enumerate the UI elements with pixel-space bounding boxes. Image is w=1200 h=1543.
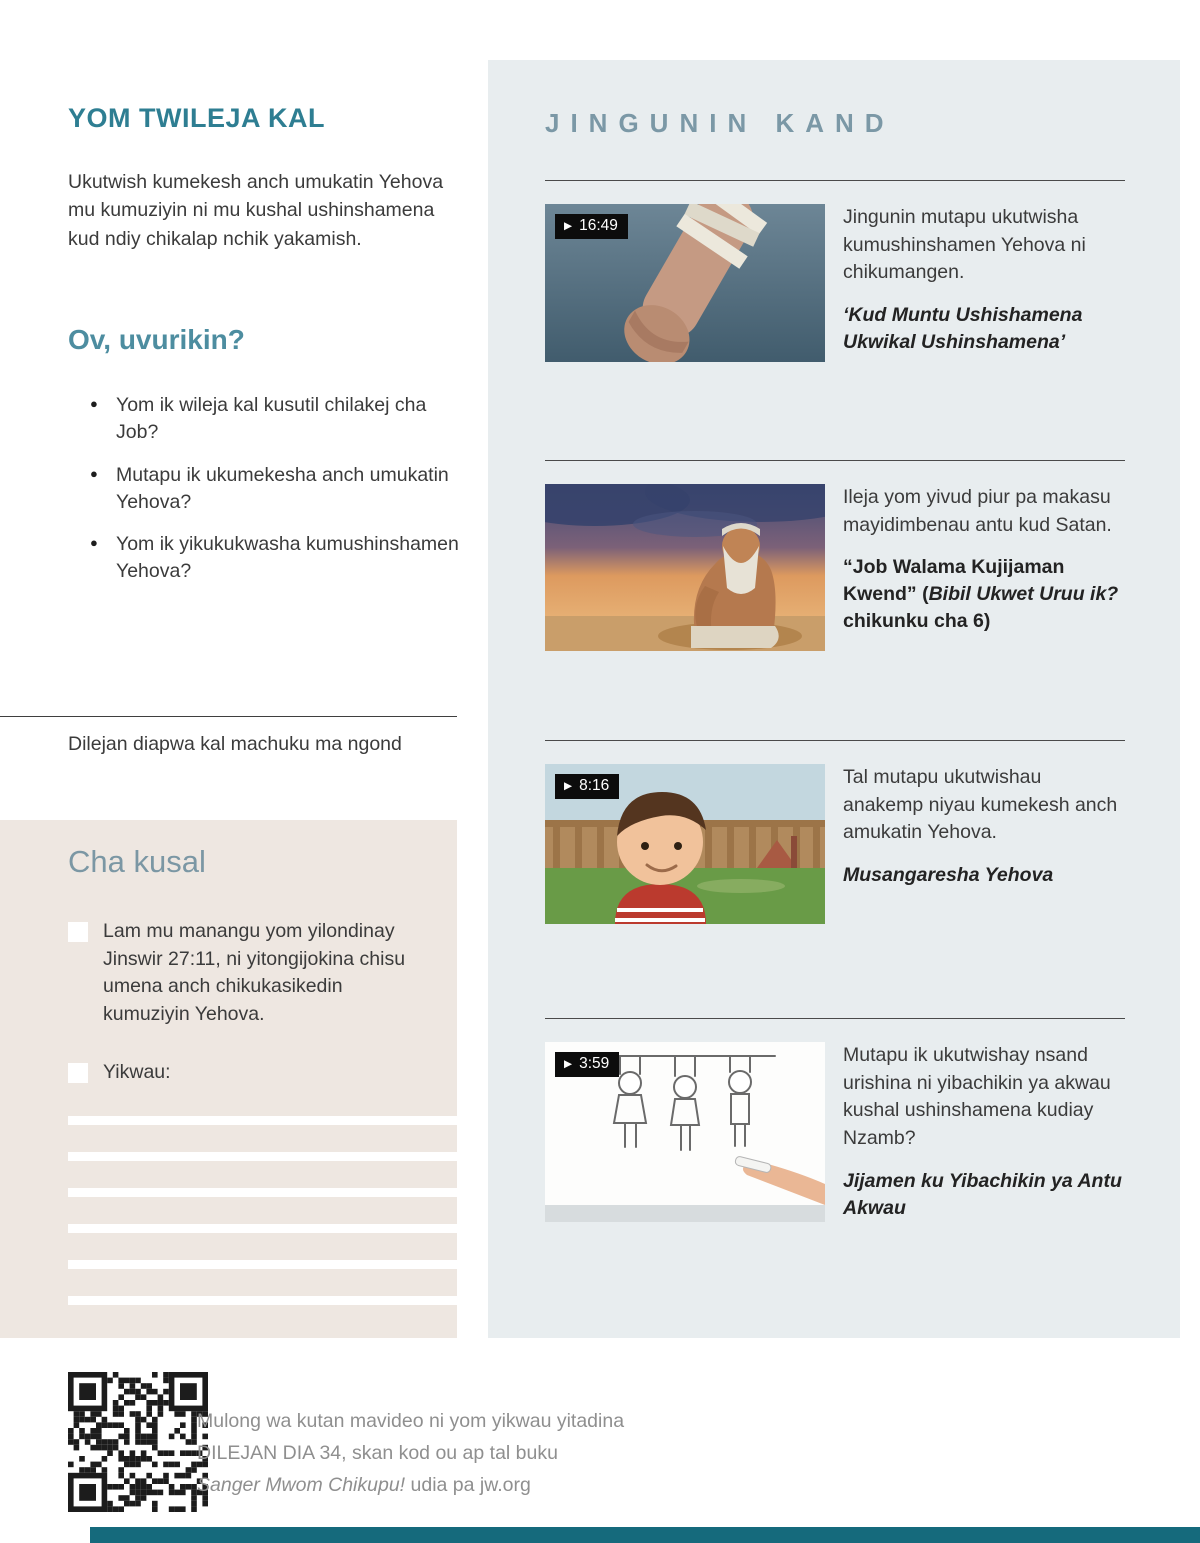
video-title: Musangaresha Yehova: [843, 864, 1054, 887]
video-title-paren-close: chikunku cha 6): [843, 610, 991, 633]
video-thumbnail-bandaged-arm[interactable]: [545, 204, 825, 362]
writing-line: [68, 1188, 457, 1197]
video-row: [545, 460, 1125, 651]
video-title: ‘Kud Muntu Ushishamena Ukwikal Ushinshamena’: [843, 304, 1083, 353]
homework-task: [68, 918, 430, 1029]
homework-heading: Cha kusal: [68, 844, 206, 879]
footer-line-1: Mulong wa kutan mavideo ni yom yikwau yitadina: [197, 1410, 625, 1432]
question-item: [90, 462, 462, 517]
task-checkbox[interactable]: [68, 922, 88, 942]
homework-task: [68, 1059, 430, 1087]
question-text: Yom ik yikukukwasha kumushinshamen Yehova?: [116, 533, 459, 583]
footer-line-2: DILEJAN DIA 34, skan kod ou ap tal buku: [197, 1441, 558, 1464]
task-text: Yikwau:: [103, 1060, 171, 1083]
footer-line-3-rest: udia pa jw.org: [405, 1473, 531, 1496]
footer-text: [197, 1406, 667, 1501]
play-icon: ▶: [564, 779, 573, 792]
video-title-paren-open: (: [916, 583, 929, 606]
writing-lines: [68, 1116, 457, 1305]
question-item: [90, 392, 462, 447]
video-row: [545, 180, 1125, 362]
duration-badge: [555, 214, 628, 239]
divider: [0, 716, 457, 717]
video-description: Jingunin mutapu ukutwisha kumushinshamen Yehova ni chikumangen.: [843, 206, 1086, 284]
question-text: Mutapu ik ukumekesha anch umukatin Yehova?: [116, 463, 449, 513]
task-text: Lam mu manangu yom yilondinay Jinswir 27:11, ni yitongijokina chisu umena anch chikukasikedin kumuziyin Yehova.: [103, 920, 406, 1026]
duration-text: 3:59: [579, 1055, 610, 1072]
divider: [545, 180, 1125, 181]
footer-line-3: [197, 1470, 667, 1502]
writing-line: [68, 1296, 457, 1305]
video-thumbnail-job[interactable]: [545, 484, 825, 651]
duration-badge: [555, 1052, 619, 1077]
play-icon: ▶: [564, 219, 573, 232]
video-title: [843, 554, 1125, 635]
page-title: YOM TWILEJA KAL: [68, 103, 325, 133]
note-text: Dilejan diapwa kal machuku ma ngond: [68, 733, 402, 755]
writing-line: [68, 1116, 457, 1125]
video-row: [545, 740, 1125, 924]
videos-panel: [488, 60, 1180, 1338]
video-thumbnail-boy[interactable]: [545, 764, 825, 924]
video-thumbnail-whiteboard[interactable]: [545, 1042, 825, 1222]
page-footer-bar: [90, 1527, 1200, 1543]
video-description: Mutapu ik ukutwishay nsand urishina ni yibachikin ya akwau kushal ushinshamena kudiay Nzamb?: [843, 1044, 1111, 1150]
writing-line: [68, 1260, 457, 1269]
divider: [545, 740, 1125, 741]
writing-line: [68, 1152, 457, 1161]
intro-paragraph: Ukutwish kumekesh anch umukatin Yehova mu kumuziyin ni mu kushal ushinshamena kud ndiy chikalap nchik yakamish.: [68, 171, 444, 250]
video-title: Jijamen ku Yibachikin ya Antu Akwau: [843, 1169, 1122, 1219]
qr-code: [68, 1372, 208, 1512]
question-text: Yom ik wileja kal kusutil chilakej cha Job?: [116, 394, 427, 444]
video-description: Tal mutapu ukutwishau anakemp niyau kumekesh anch amukatin Yehova.: [843, 766, 1118, 844]
job-illustration: [545, 484, 825, 651]
footer-book-title: Sanger Mwom Chikupu!: [197, 1473, 406, 1496]
divider: [545, 1018, 1125, 1019]
video-title-main: “Job Walama Kujijaman Kwend”: [843, 556, 1065, 606]
task-checkbox[interactable]: [68, 1063, 88, 1083]
video-description: Ileja yom yivud piur pa makasu mayidimbenau antu kud Satan.: [843, 486, 1112, 536]
duration-badge: [555, 774, 619, 799]
question-list: [90, 392, 462, 601]
questions-heading: Ov, uvurikin?: [68, 324, 245, 355]
video-title-book: Bibil Ukwet Uruu ik?: [928, 583, 1119, 606]
play-icon: ▶: [564, 1057, 573, 1070]
writing-line: [68, 1224, 457, 1233]
duration-text: 8:16: [579, 777, 610, 794]
question-item: [90, 531, 462, 586]
duration-text: 16:49: [579, 217, 618, 234]
video-row: [545, 1018, 1125, 1222]
homework-section: [0, 820, 457, 1338]
videos-heading: JINGUNIN KAND: [545, 108, 895, 138]
divider: [545, 460, 1125, 461]
